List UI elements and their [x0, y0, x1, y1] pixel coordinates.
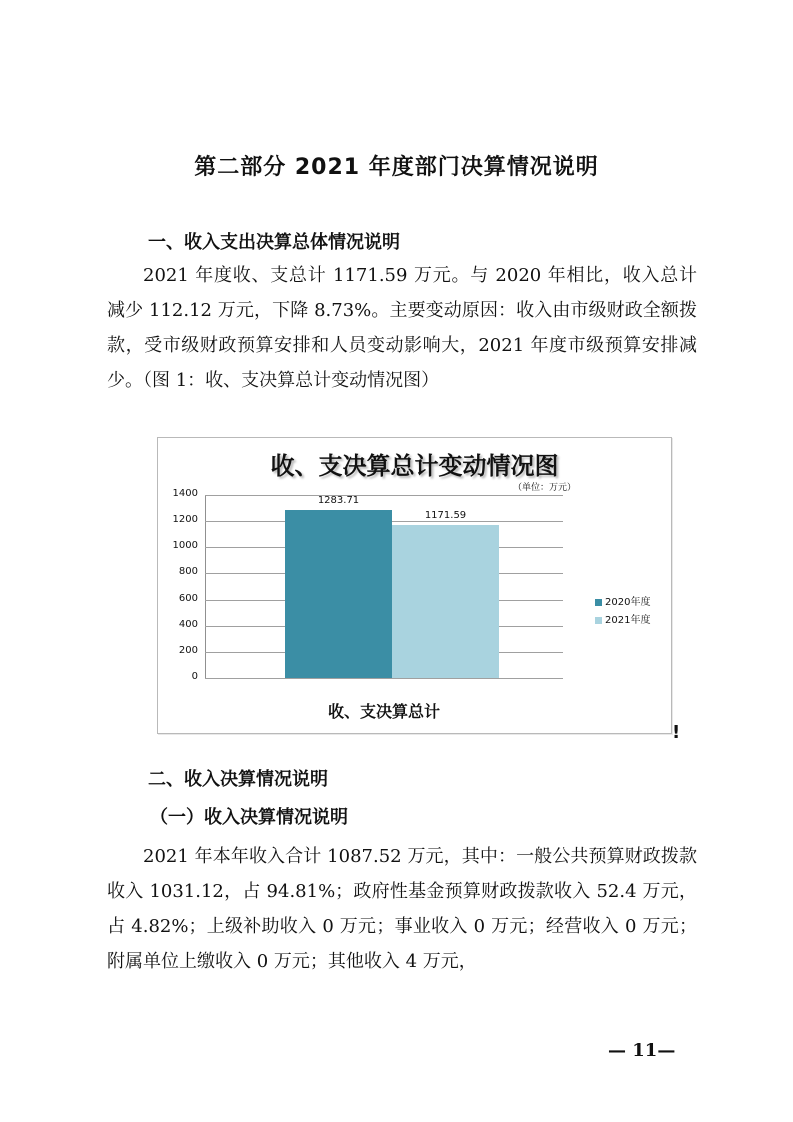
legend-label-2020: 2020年度 — [605, 597, 651, 608]
bar-2021年度 — [392, 525, 499, 678]
y-tick-label: 800 — [178, 566, 198, 578]
y-tick-label: 1200 — [172, 514, 198, 526]
page-number: — 11— — [608, 1040, 676, 1061]
data-label-2020年度: 1283.71 — [317, 495, 360, 507]
legend-swatch-2021 — [595, 617, 602, 624]
gridline — [205, 495, 563, 496]
chart-unit-note: （单位：万元） — [513, 483, 577, 493]
x-category-label: 收、支决算总计 — [327, 702, 440, 721]
y-tick-label: 1400 — [172, 488, 198, 499]
section-paragraph-2: 2021 年本年收入合计 1087.52 万元，其中：一般公共预算财政拨款收入 1031.12，占 94.81%；政府性基金预算财政拨款收入 52.4 万元，占 4.82%；上级补助收入 0 万元；事业收入 0 万元；经营收入 0 万元；附属单位上缴收入 0 万元；其他收入 4 万元， — [107, 846, 697, 972]
chart — [157, 437, 672, 734]
legend-item-2021 — [595, 611, 650, 626]
section-paragraph-1: 2021 年度收、支总计 1171.59 万元。与 2020 年相比，收入总计减少 112.12 万元，下降 8.73%。主要变动原因：收入由市级财政全额拨款，受市级财政预算安排和人员变动影响大，2021 年度市级预算安排减少。（图 1：收、支决算总计变动情况图） — [107, 265, 697, 391]
stray-mark: ! — [672, 722, 681, 743]
page-title: 第二部分 2021 年度部门决算情况说明 — [194, 155, 599, 180]
section-subheading: （一）收入决算情况说明 — [150, 807, 348, 828]
data-label-2021年度: 1171.59 — [424, 509, 467, 521]
section-heading-1: 一、收入支出决算总体情况说明 — [148, 232, 400, 253]
legend-item-2020 — [595, 593, 650, 608]
legend-label-2021: 2021年度 — [605, 615, 651, 626]
gridline — [205, 678, 563, 679]
chart-title: 收、支决算总计变动情况图 — [270, 452, 559, 480]
y-tick-label: 200 — [178, 644, 198, 656]
y-tick-label: 0 — [191, 671, 198, 682]
legend-swatch-2020 — [595, 599, 602, 606]
y-tick-label: 600 — [178, 592, 198, 604]
section-heading-2: 二、收入决算情况说明 — [148, 769, 328, 790]
bar-2020年度 — [285, 510, 392, 678]
y-tick-label: 400 — [178, 618, 198, 630]
y-tick-label: 1000 — [172, 540, 198, 552]
